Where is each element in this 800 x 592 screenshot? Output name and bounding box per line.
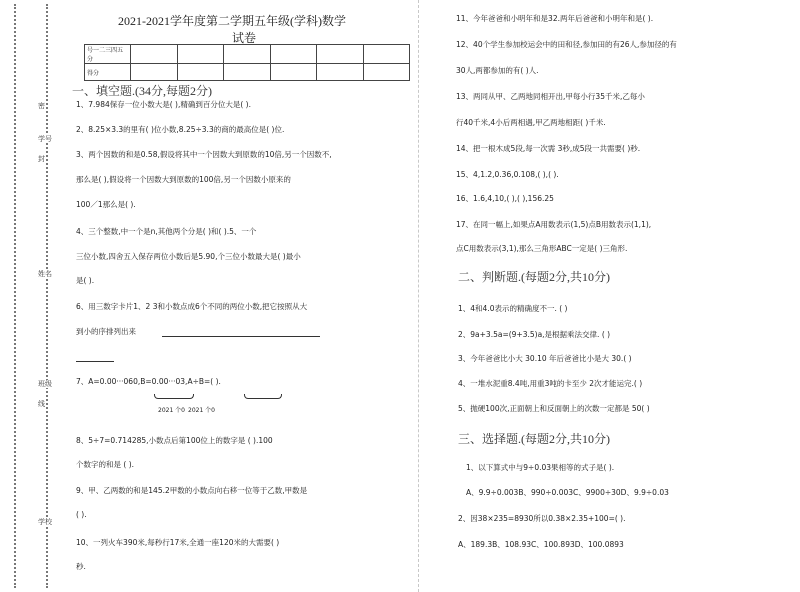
section-heading-true-false: 二、判断题.(每题2分,共10分) [458,270,610,284]
table-cell [177,45,223,64]
question-16: 16、1.6,4,10,( ),( ),156.25 [456,194,554,203]
question-17-line-1: 17、在同一幅上,如果点A用数表示(1,5)点B用数表示(1,1), [456,220,652,229]
question-7-note-a: 2021 个0 [158,407,185,414]
score-header-cell: 号一二三四五分 [85,45,131,64]
binding-mark: 线 [38,400,45,408]
binding-mark: 封 [38,155,45,163]
judge-question-4: 4、一堆水泥重8.4吨,用重3吨的卡至少 2次才能运完.( ) [458,379,643,388]
table-cell [224,45,270,64]
question-11: 11、今年爸爸和小明年和是32.两年后爸爸和小明年和是( ). [456,14,654,23]
judge-question-1: 1、4和4.0表示的精确度不一. ( ) [458,304,568,313]
table-cell [270,45,316,64]
question-8-line-1: 8、5÷7=0.714285,小数点后第100位上的数字是 ( ).100 [76,436,273,445]
question-6-line-2: 到小的序排列出来 [76,327,136,336]
table-row [85,64,410,81]
table-cell [131,64,177,81]
question-14: 14、把一根木成5段,每一次需 3秒,成5段一共需要( )秒. [456,144,641,153]
question-3-line-2: 那么是( ),假设将一个因数大到原数的100倍,另一个因数小原来的 [76,175,291,184]
question-15: 15、4,1.2,0.36,0.108,( ),( ). [456,170,559,179]
brace-mark [154,394,194,399]
binding-dotted-line [46,4,48,588]
question-1: 1、7.984保存一位小数大是( ),精确到百分位大是( ). [76,100,251,109]
binding-label-student-id: 学号 [38,135,52,143]
question-2: 2、8.25×3.3的里有( )位小数,8.25÷3.3的商的最高位是( )位. [76,125,285,134]
binding-mark: 密 [38,102,45,110]
binding-label-name: 姓名 [38,270,52,278]
table-cell [363,64,409,81]
question-9-line-1: 9、甲、乙两数的和是145.2甲数的小数点向右移一位等于乙数,甲数是 [76,486,308,495]
question-7: 7、A=0.00···060,B=0.00···03,A÷B=( ). [76,377,221,386]
question-12-line-1: 12、40个学生参加校运会中的田和径,参加田的有26人,参加径的有 [456,40,677,49]
table-cell [317,64,363,81]
exam-subtitle: 试卷 [232,31,257,45]
question-10-line-2: 秒. [76,562,86,571]
question-17-line-2: 点C用数表示(3,1),那么三角形ABC一定是( )三角形. [456,244,628,253]
section-heading-multiple-choice: 三、选择题.(每题2分,共10分) [458,432,610,446]
binding-dotted-line [14,4,16,588]
score-label-cell: 得分 [85,64,131,81]
judge-question-5: 5、抛硬100次,正面朝上和反面朝上的次数一定都是 50( ) [458,404,650,413]
score-table [84,44,410,81]
question-4-line-3: 是( ). [76,276,95,285]
table-cell [177,64,223,81]
question-3-line-1: 3、两个因数的和是0.58,假设将其中一个因数大到原数的10倍,另一个因数不, [76,150,332,159]
answer-line [162,336,320,337]
question-4-line-2: 三位小数,四舍五入保存两位小数后是5.90,个三位小数最大是( )最小 [76,252,301,261]
column-divider [418,0,420,592]
question-6-line-1: 6、用三数字卡片1、2 3和小数点成6个不同的两位小数,把它按照从大 [76,302,308,311]
choice-question-2-options: A、189.3B、108.93C、100.893D、100.0893 [458,540,624,549]
table-cell [224,64,270,81]
binding-label-class: 班级 [38,380,52,388]
table-cell [131,45,177,64]
choice-question-1: 1、以下算式中与9÷0.03果相等的式子是( ). [466,463,615,472]
question-8-line-2: 个数字的和是 ( ). [76,460,135,469]
judge-question-2: 2、9a+3.5a=(9+3.5)a,是根据乘法交律. ( ) [458,330,611,339]
question-7-note-b: 2021 个0 [188,407,215,414]
answer-line [76,361,114,362]
question-13-line-2: 行40千米,4小后两相遇,甲乙两地相距( )千米. [456,118,606,127]
table-row [85,45,410,64]
question-9-line-2: ( ). [76,510,87,519]
question-4-line-1: 4、三个整数,中一个是n,其他两个分是( )和( ).5、一个 [76,227,257,236]
binding-margin [0,0,58,592]
table-cell [270,64,316,81]
question-13-line-1: 13、两同从甲、乙两地同相开出,甲每小行35千米,乙每小 [456,92,645,101]
table-cell [363,45,409,64]
exam-title: 2021-2021学年度第二学期五年级(学科)数学 [118,14,346,28]
binding-label-school: 学校 [38,518,52,526]
question-12-line-2: 30人,两都参加的有( )人. [456,66,539,75]
table-cell [317,45,363,64]
section-heading-fill-blank: 一、填空题.(34分,每题2分) [72,84,212,98]
question-10-line-1: 10、一列火车390米,每秒行17米,全通一座120米的大需要( ) [76,538,280,547]
brace-mark [244,394,282,399]
question-3-line-3: 100／1那么是( ). [76,200,136,209]
judge-question-3: 3、今年爸爸比小大 30.10 年后爸爸比小是大 30.( ) [458,354,632,363]
choice-question-2: 2、因38×235=8930所以0.38×2.35+100=( ). [458,514,626,523]
choice-question-1-options: A、9.9÷0.003B、990÷0.003C、9900÷30D、9.9÷0.03 [466,488,669,497]
